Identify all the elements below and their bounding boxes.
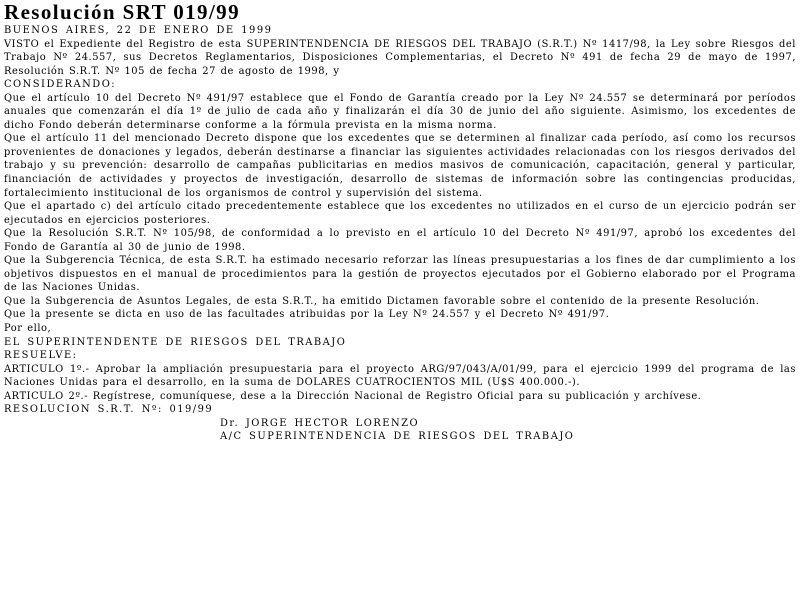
place-date: BUENOS AIRES, 22 DE ENERO DE 1999 [4,25,273,36]
considerando-paragraph-1: Que el artículo 10 del Decreto Nº 491/97 establece que el Fondo de Garantía creado por la Ley Nº 24.557 se determinará por períodos anuales que comenzarán el día 1º de julio de cada año y finalizarán el día 30 de junio del año siguiente. Asimismo, los excedentes de dicho Fondo deberán determinarse conforme a la fórmula prevista en la misma norma. [4,92,796,131]
resolution-number: RESOLUCION S.R.T. Nº: 019/99 [4,404,214,416]
signatory-role: A/C SUPERINTENDENCIA DE RIESGOS DEL TRABAJO [220,431,575,443]
considerando-paragraph-7: Que la presente se dicta en uso de las facultades atribuidas por la Ley Nº 24.557 y el Decreto Nº 491/97. [4,309,610,321]
authority-heading: EL SUPERINTENDENTE DE RIESGOS DEL TRABAJO [4,336,347,348]
document-title: Resolución SRT 019/99 [4,0,240,24]
articulo-2: ARTICULO 2º.- Regístrese, comuníquese, dese a la Dirección Nacional de Registro Oficial para su publicación y archívese. [4,390,702,402]
signatory-name: Dr. JORGE HECTOR LORENZO [220,417,420,429]
resuelve-heading: RESUELVE: [4,350,78,362]
visto-paragraph: VISTO el Expediente del Registro de esta SUPERINTENDENCIA DE RIESGOS DEL TRABAJO (S.R.T.) Nº 1417/98, la Ley sobre Riesgos del Trabajo Nº 24.557, sus Decretos Reglamentarios, Disposiciones Complementarias, el Decreto Nº 491 de fecha 29 de mayo de 1997, Resolución S.R.T. Nº 105 de fecha 27 de agosto de 1998, y [4,38,796,77]
considerando-paragraph-6: Que la Subgerencia de Asuntos Legales, de esta S.R.T., ha emitido Dictamen favorable sobre el contenido de la presente Resolución. [4,295,760,307]
por-ello: Por ello, [4,323,52,335]
considerando-heading: CONSIDERANDO: [4,79,117,91]
document-body [4,24,796,444]
considerando-paragraph-4: Que la Resolución S.R.T. Nº 105/98, de conformidad a lo previsto en el artículo 10 del Decreto Nº 491/97, aprobó los excedentes del Fondo de Garantía al 30 de junio de 1998. [4,228,796,253]
articulo-1: ARTICULO 1º.- Aprobar la ampliación presupuestaria para el proyecto ARG/97/043/A/01/99, para el ejercicio 1999 del programa de las Naciones Unidas para el desarrollo, en la suma de DOLARES CUATROCIENTOS MIL (U$S 400.000.-). [4,363,796,389]
considerando-paragraph-3: Que el apartado c) del artículo citado precedentemente establece que los excedentes no utilizados en el curso de un ejercicio podrán ser ejecutados en ejercicios posteriores. [4,201,796,226]
considerando-paragraph-2: Que el artículo 11 del mencionado Decreto dispone que los excedentes que se determinen al finalizar cada período, así como los recursos provenientes de donaciones y legados, deberán destinarse a financiar las siguientes actividades relacionadas con los riesgos derivados del trabajo y su prevención: desarrollo de campañas publicitarias en medios masivos de comunicación, capacitación, general y particular, financiación de actividades y proyectos de investigación, desarrollo de sistemas de información sobre las contingencias producidas, fortalecimiento institucional de los organismos de control y supervisión del sistema. [4,133,796,199]
considerando-paragraph-5: Que la Subgerencia Técnica, de esta S.R.T. ha estimado necesario reforzar las líneas presupuestarias a los fines de dar cumplimiento a los objetivos dispuestos en el manual de procedimientos para la gestión de proyectos ejecutados por el Gobierno elaborado por el Programa de las Naciones Unidas. [4,255,796,294]
